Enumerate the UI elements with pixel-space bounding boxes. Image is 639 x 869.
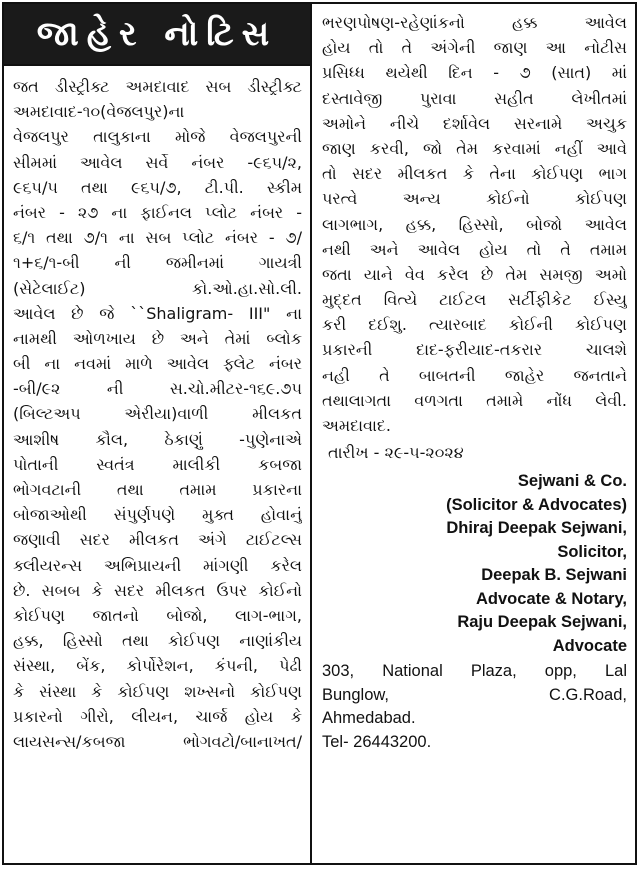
signatory-role: Advocate — [552, 636, 627, 655]
public-notice — [2, 2, 637, 865]
text-line: ૬/૧ તથા ૭/૧ ના સબ પ્લોટ નંબર - ૭/ — [13, 228, 302, 248]
text-line: બી ના નવમાં માળે આવેલ ફ્લેટ નંબર — [13, 354, 302, 374]
text-line: ૧+૬/૧-બી ની જમીનમાં ગાયત્રી — [13, 253, 302, 273]
text-line: ૯૬૫/૫ તથા ૯૬૫/૭, ટી.પી. સ્કીમ — [13, 177, 302, 197]
text-line: જણાવી સદર મીલકત અંગે ટાઈટલ્સ — [13, 530, 302, 550]
text-line: ક્લીયરન્સ અભિપ્રાયની માંગણી કરેલ — [13, 555, 302, 575]
text-line: નામથી ઓળખાય છે અને તેમાં બ્લોક — [13, 328, 302, 348]
text-line: લાગભાગ, હક્ક, હિસ્સો, બોજો આવેલ — [322, 214, 627, 234]
text-line: લાયસન્સ/કબજા ભોગવટો/બાનાખત/ — [13, 731, 302, 751]
text-line: પરત્વે અન્ય કોઈનો કોઈપણ — [322, 189, 627, 209]
text-line: નંબર - ૨૭ ના ફાઈનલ પ્લોટ નંબર - — [13, 202, 302, 222]
text-line: નથી અને આવેલ હોય તો તે તમામ — [322, 239, 627, 259]
firm-designation: (Solicitor & Advocates) — [446, 495, 627, 514]
address-line: Ahmedabad. — [322, 709, 416, 728]
right-column — [312, 4, 635, 863]
signatory-role: Solicitor, — [557, 542, 627, 561]
signatory-name: Deepak B. Sejwani — [481, 566, 627, 585]
text-line: જાણ કરવી, જો તેમ કરવામાં નહીં આવે — [322, 138, 627, 158]
text-line: હક્ક, હિસ્સો તથા કોઈપણ નાણાંકીય — [13, 631, 302, 651]
telephone: Tel- 26443200. — [322, 732, 432, 751]
text-line: પ્રકારની દાદ-ફરીયાદ-તકરાર ચાલશે — [322, 340, 627, 360]
text-line: જતા યાને વેવ કરેલ છે તેમ સમજી અમો — [322, 264, 627, 284]
signatory-name: Raju Deepak Sejwani, — [457, 613, 627, 632]
firm-name: Sejwani & Co. — [517, 472, 627, 491]
signatory-block — [322, 470, 627, 658]
text-line: હોય તો તે અંગેની જાણ આ નોટીસ — [322, 38, 627, 58]
left-column — [4, 4, 312, 863]
text-line: પ્રકારનો ગીરો, લીયન, ચાર્જ હોય કે — [13, 706, 302, 726]
text-line: -બી/૯૨ ની સ.ચો.મીટર-૧૬૯.૭૫ — [13, 379, 302, 399]
text-line: આશીષ કૌલ, ઠેકાણું -પુણેનાએ — [13, 429, 302, 449]
text-line: અમદાવાદ-૧૦(વેજલપુર)ના — [13, 102, 185, 122]
text-line: તો સદર મીલકત કે તેના કોઈપણ ભાગ — [322, 164, 627, 184]
text-line: સીમમાં આવેલ સર્વે નંબર -૯૬૫/૨, — [13, 152, 302, 172]
address-line — [322, 684, 627, 708]
text-line: અમોને નીચે દર્શાવેલ સરનામે અચુક — [322, 113, 627, 133]
text-line: કે સંસ્થા કે કોઈપણ શખ્સનો કોઈપણ — [13, 681, 302, 701]
text-line: ભોગવટાની તથા તમામ પ્રકારના — [13, 480, 302, 499]
signatory-role: Advocate & Notary, — [476, 589, 627, 608]
text-line: વેજલપુર તાલુકાના મોજે વેજલપુરની — [13, 127, 302, 147]
text-line: જત ડીસ્ટ્રીક્ટ અમદાવાદ સબ ડીસ્ટ્રીક્ટ — [13, 77, 302, 96]
text-line: દસ્તાવેજી પુરાવા સહીત લેખીતમાં — [322, 88, 627, 108]
text-line: (સેટેલાઈટ) કો.ઓ.હા.સો.લી. — [13, 278, 302, 298]
address-part: C.G.Road, — [549, 685, 627, 704]
text-line: બોજાઓથી સંપુર્ણપણે મુક્ત હોવાનું — [13, 505, 302, 525]
text-line: ભરણપોષણ-રહેણાંકનો હક્ક આવેલ — [322, 13, 627, 32]
signatory-name: Dhiraj Deepak Sejwani, — [446, 519, 627, 538]
text-line: અમદાવાદ. — [322, 416, 391, 435]
notice-title: જાહેર નોટિસ — [4, 4, 310, 66]
text-line: આવેલ છે જે ``Shaligram- III" ના — [13, 303, 302, 323]
left-body-text — [4, 66, 310, 754]
text-line: તથાલાગતા વળગતા તમામે નોંધ લેવી. — [322, 390, 627, 410]
text-line: સંસ્થા, બેંક, કોર્પોરેશન, કંપની, પેઢી — [13, 656, 302, 676]
text-line: છે. સબબ કે સદર મીલકત ઉપર કોઈનો — [13, 580, 302, 600]
address-line: 303, National Plaza, opp, Lal — [322, 662, 627, 681]
notice-date: તારીખ - ૨૯-૫-૨૦૨૪ — [328, 443, 464, 463]
text-line: પોતાની સ્વતંત્ર માલીકી કબજા — [13, 454, 302, 474]
text-line: કોઈપણ જાતનો બોજો, લાગ-ભાગ, — [13, 605, 302, 625]
text-line: કરી દઈશુ. ત્યારબાદ કોઈની કોઈપણ — [322, 315, 627, 335]
text-line: (બિલ્ટઅપ એરીયા)વાળી મીલકત — [13, 404, 302, 424]
text-line: પ્રસિધ્ધ થયેથી દિન - ૭ (સાત) માં — [322, 63, 627, 83]
text-line: મુદ્દત વિત્યે ટાઈટલ સર્ટીફીકેટ ઈસ્યુ — [322, 290, 627, 310]
address-block — [322, 660, 627, 754]
text-line: નહી તે બાબતની જાહેર જનતાને — [322, 365, 627, 385]
address-part: Bunglow, — [322, 685, 389, 704]
